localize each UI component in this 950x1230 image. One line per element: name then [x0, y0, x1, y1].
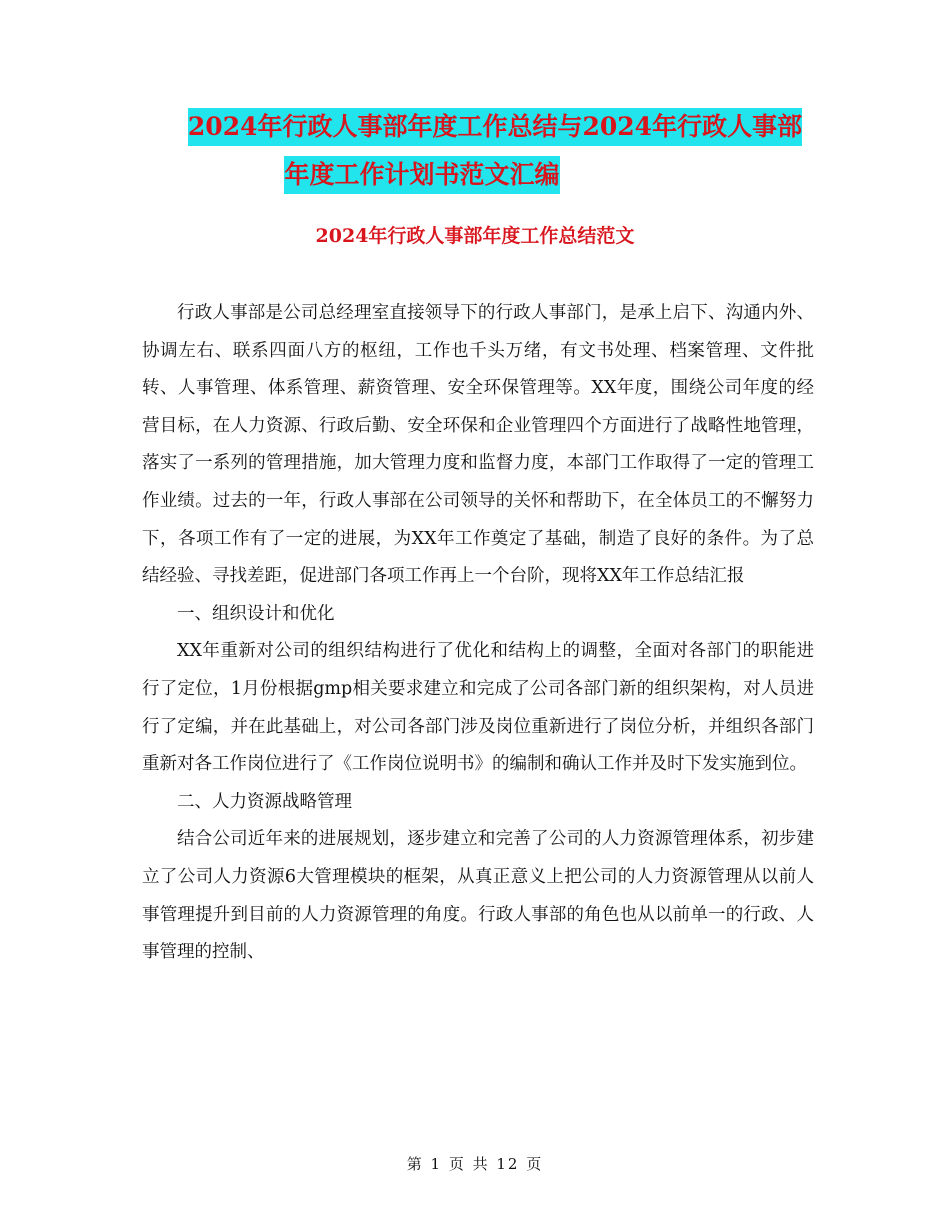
paragraph-intro: 行政人事部是公司总经理室直接领导下的行政人事部门，是承上启下、沟通内外、协调左右、联系四面八方的枢纽，工作也千头万绪，有文书处理、档案管理、文件批转、人事管理、体系管理、薪资管理、安全环保管理等。XX年度，围绕公司年度的经营目标，在人力资源、行政后勤、安全环保和企业管理四个方面进行了战略性地管理，落实了一系列的管理措施，加大管理力度和监督力度，本部门工作取得了一定的管理工作业绩。过去的一年，行政人事部在公司领导的关怀和帮助下，在全体员工的不懈努力下，各项工作有了一定的进展，为XX年工作奠定了基础，制造了良好的条件。为了总结经验、寻找差距，促进部门各项工作再上一个台阶，现将XX年工作总结汇报	[142, 303, 814, 587]
page-footer: 第 1 页 共 12 页	[406, 1155, 544, 1173]
title-line-2: 年度工作计划书范文汇编	[284, 156, 559, 194]
heading-hr-strategy: 二、人力资源战略管理	[177, 791, 352, 812]
paragraph-organization: XX年重新对公司的组织结构进行了优化和结构上的调整，全面对各部门的职能进行了定位，1月份根据gmp相关要求建立和完成了公司各部门新的组织架构，对人员进行了定编，并在此基础上，对公司各部门涉及岗位重新进行了岗位分析，并组织各部门重新对各工作岗位进行了《工作岗位说明书》的编制和确认工作并及时下发实施到位。	[142, 641, 814, 775]
heading-organization-design: 一、组织设计和优化	[177, 603, 335, 624]
paragraph-hr-strategy: 结合公司近年来的进展规划，逐步建立和完善了公司的人力资源管理体系，初步建立了公司人力资源6大管理模块的框架，从真正意义上把公司的人力资源管理从以前人事管理提升到目前的人力资源管理的角度。行政人事部的角色也从以前单一的行政、人事管理的控制、	[142, 829, 814, 963]
document-title	[0, 108, 950, 194]
document-body	[142, 295, 814, 972]
title-line-1: 2024年行政人事部年度工作总结与2024年行政人事部	[188, 108, 802, 146]
section-subtitle: 2024年行政人事部年度工作总结范文	[315, 225, 635, 247]
